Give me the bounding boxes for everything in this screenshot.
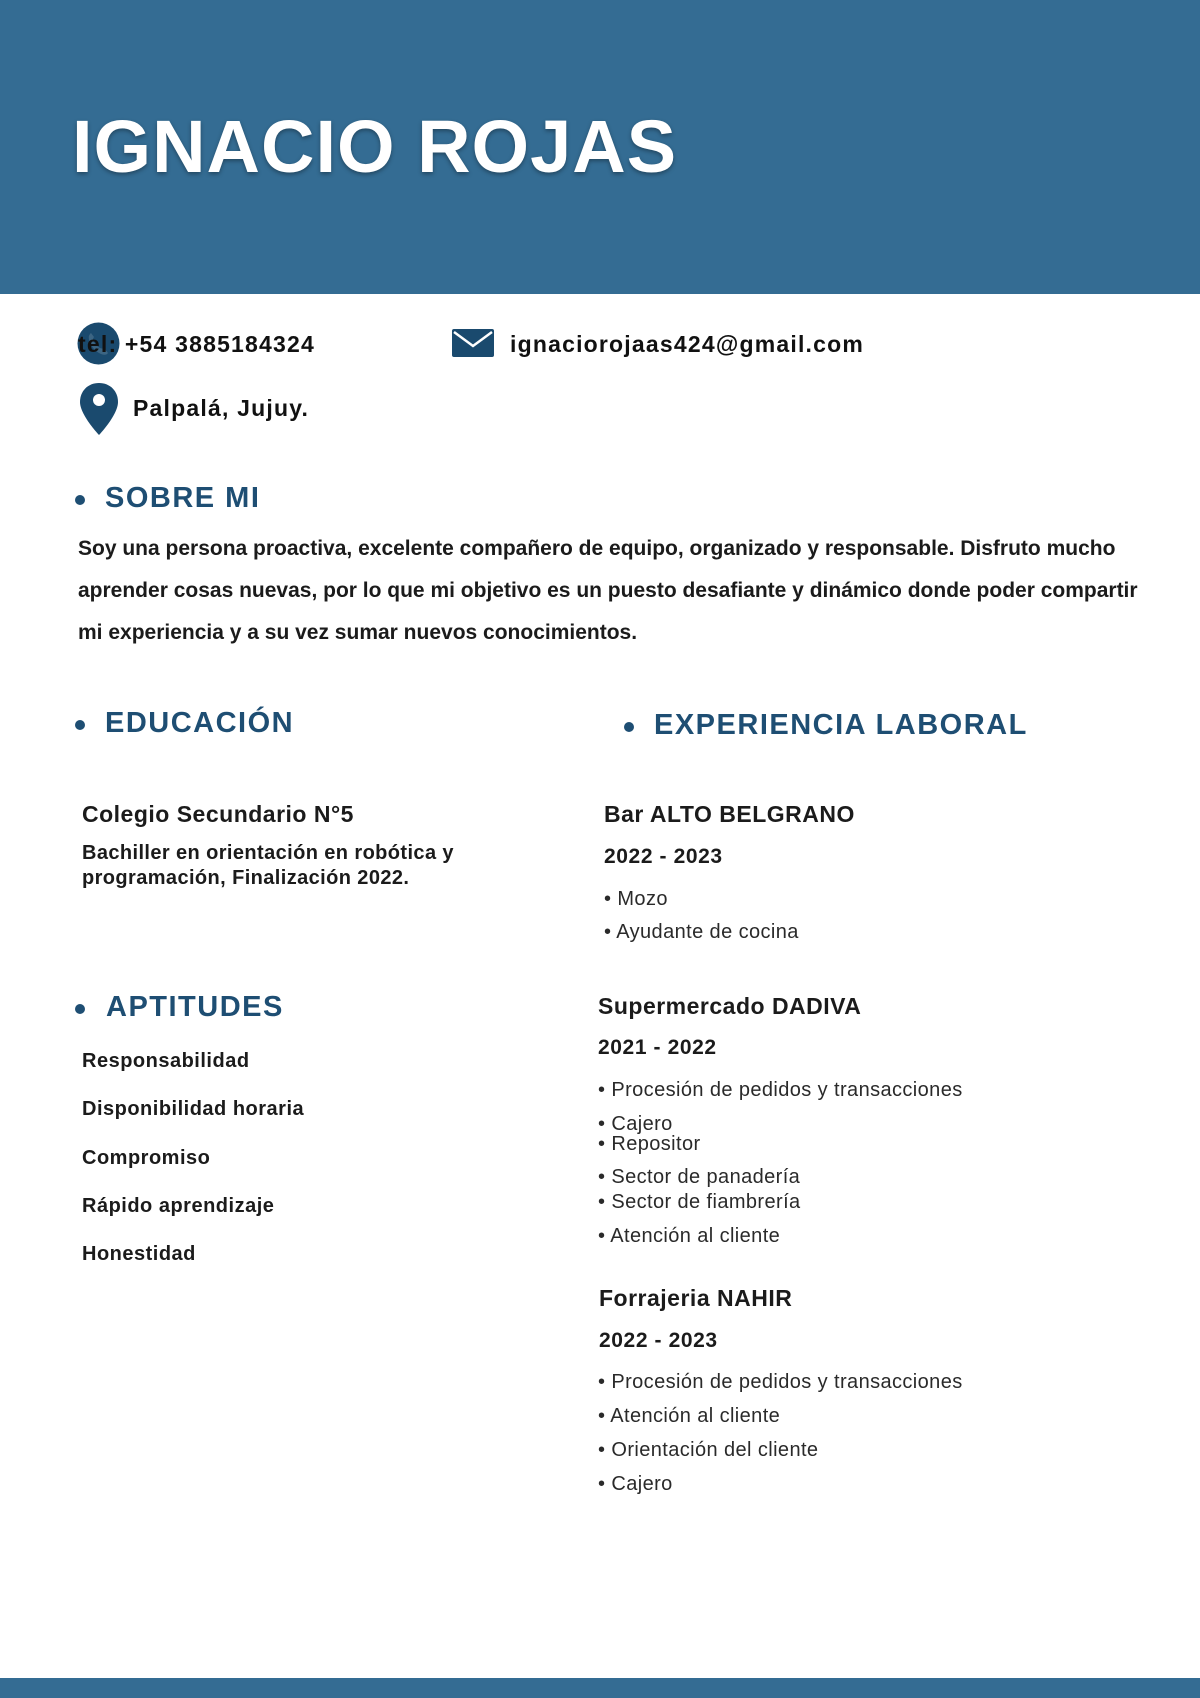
email-icon bbox=[452, 329, 494, 357]
job-duty: • Atención al cliente bbox=[598, 1405, 781, 1427]
job-company: Forrajeria NAHIR bbox=[599, 1285, 793, 1311]
job-duty: • Atención al cliente bbox=[598, 1225, 781, 1247]
job-company: Bar ALTO BELGRANO bbox=[604, 801, 855, 827]
skill-item: Compromiso bbox=[82, 1147, 211, 1169]
section-title-skills: APTITUDES bbox=[106, 991, 284, 1023]
skill-item: Rápido aprendizaje bbox=[82, 1195, 275, 1217]
job-years: 2022 - 2023 bbox=[604, 845, 723, 868]
education-detail: Bachiller en orientación en robótica y programación, Finalización 2022. bbox=[82, 842, 454, 889]
section-bullet bbox=[75, 495, 85, 505]
section-bullet bbox=[75, 1004, 85, 1014]
job-duty: • Cajero bbox=[598, 1113, 673, 1135]
job-duty: • Cajero bbox=[598, 1473, 673, 1495]
section-title-education: EDUCACIÓN bbox=[105, 707, 295, 739]
job-duty: • Procesión de pedidos y transacciones bbox=[598, 1079, 963, 1101]
job-duty: • Sector de panadería bbox=[598, 1166, 801, 1188]
section-bullet bbox=[75, 720, 85, 730]
section-title-about: SOBRE MI bbox=[105, 482, 261, 514]
job-duty: • Repositor bbox=[598, 1133, 701, 1155]
skill-item: Honestidad bbox=[82, 1243, 196, 1265]
skill-item: Disponibilidad horaria bbox=[82, 1098, 305, 1120]
job-years: 2022 - 2023 bbox=[599, 1329, 718, 1352]
skill-item: Responsabilidad bbox=[82, 1050, 250, 1072]
about-text: Soy una persona proactiva, excelente compañero de equipo, organizado y responsable. Disfruto mucho aprender cosas nuevas, por lo que mi objetivo es un puesto desafiante y dinámico donde poder compartir mi experiencia y a su vez sumar nuevos conocimientos. bbox=[78, 537, 1138, 644]
footer-band bbox=[0, 1678, 1200, 1698]
education-school: Colegio Secundario N°5 bbox=[82, 801, 354, 827]
section-bullet bbox=[624, 722, 634, 732]
job-duty: • Ayudante de cocina bbox=[604, 921, 799, 943]
job-duty: • Procesión de pedidos y transacciones bbox=[598, 1371, 963, 1393]
job-duty: • Sector de fiambrería bbox=[598, 1191, 801, 1213]
location: Palpalá, Jujuy. bbox=[133, 395, 310, 421]
job-years: 2021 - 2022 bbox=[598, 1036, 717, 1059]
section-title-experience: EXPERIENCIA LABORAL bbox=[654, 709, 1028, 741]
job-duty: • Mozo bbox=[604, 888, 668, 910]
phone-number: tel: +54 3885184324 bbox=[78, 331, 316, 357]
job-company: Supermercado DADIVA bbox=[598, 993, 862, 1019]
job-duty: • Orientación del cliente bbox=[598, 1439, 819, 1461]
email-address[interactable]: ignaciorojaas424@gmail.com bbox=[510, 331, 865, 357]
location-pin-icon bbox=[80, 383, 118, 435]
person-name: IGNACIO ROJAS bbox=[72, 105, 678, 188]
